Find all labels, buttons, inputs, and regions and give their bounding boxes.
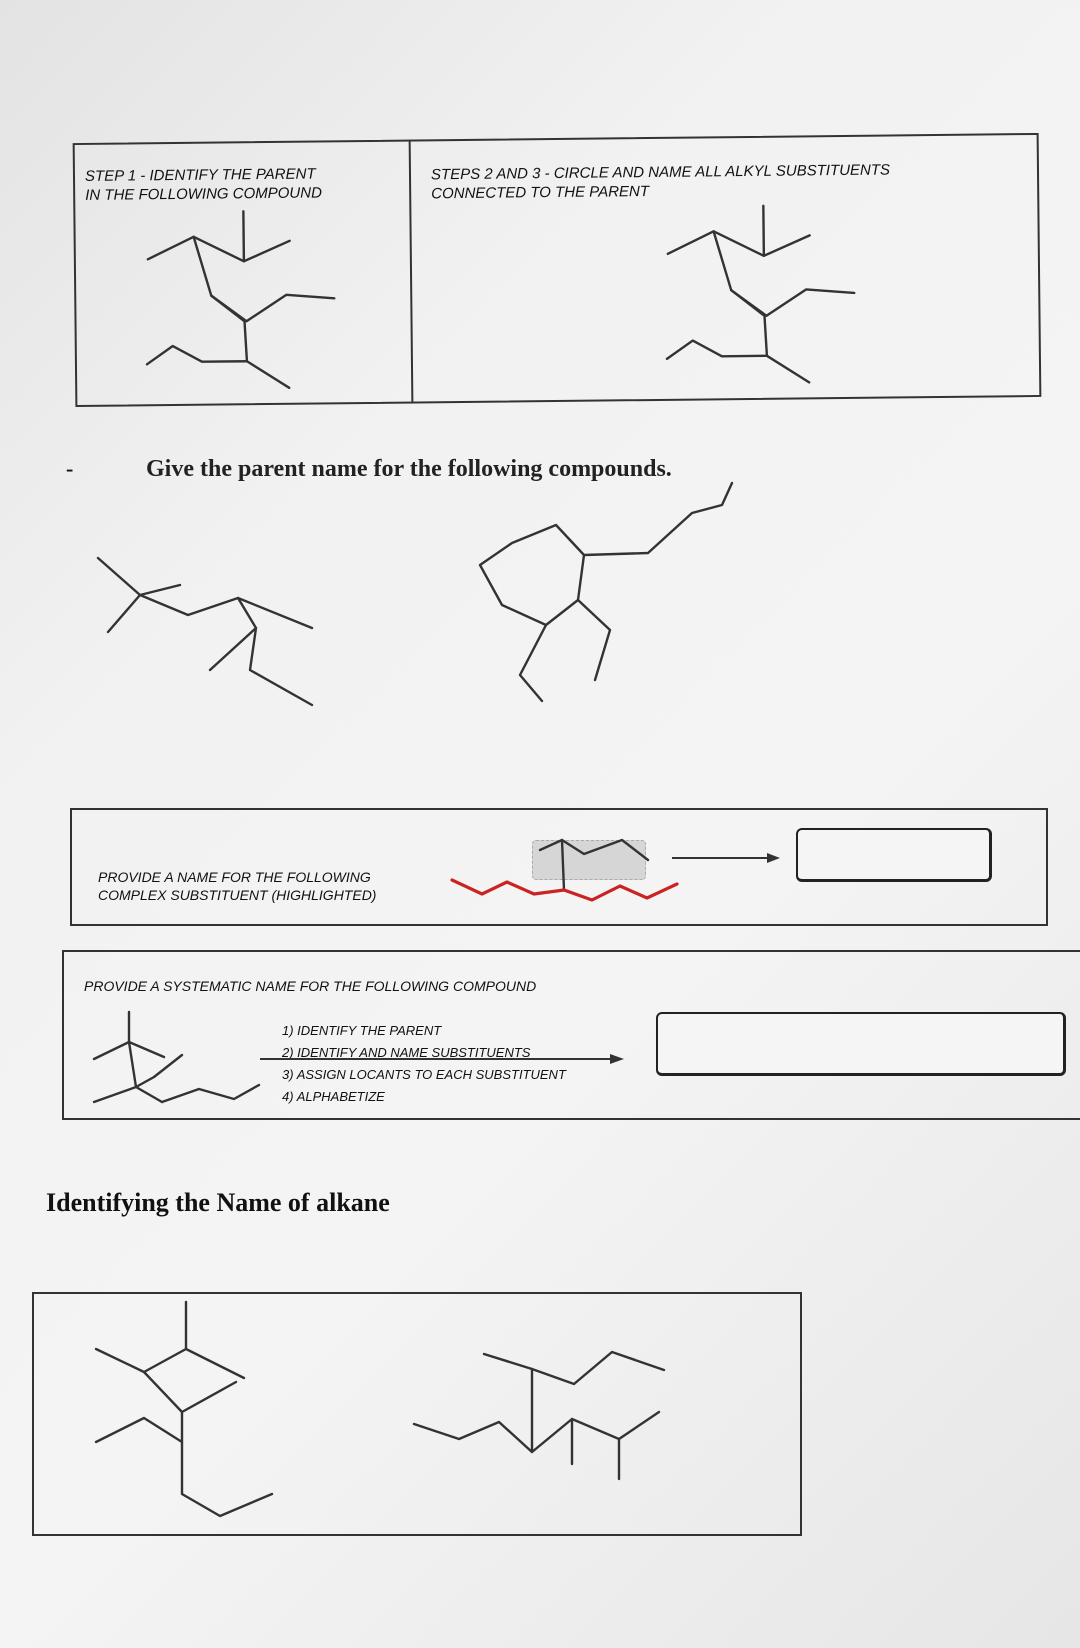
parent-prompt-text: Give the parent name for the following compounds. xyxy=(146,456,672,482)
parent-molecule-2 xyxy=(460,505,780,735)
step1-molecule xyxy=(75,201,417,405)
systematic-name-molecule xyxy=(84,1007,284,1117)
alkane-molecule-2 xyxy=(414,1314,734,1514)
step1-title: STEP 1 - IDENTIFY THE PARENT IN THE FOLLOWING COMPOUND xyxy=(84,165,322,204)
section-heading: Identifying the Name of alkane xyxy=(46,1188,390,1217)
systematic-name-box xyxy=(62,950,1080,1120)
arrow-icon xyxy=(672,848,782,868)
systematic-name-heading: PROVIDE A SYSTEMATIC NAME FOR THE FOLLOWING COMPOUND xyxy=(84,978,537,994)
parent-molecule-1 xyxy=(60,540,360,740)
step23-molecule xyxy=(595,195,997,399)
complex-substituent-box xyxy=(70,808,1048,926)
step-box xyxy=(73,133,1042,407)
prompt-dash: - xyxy=(66,456,74,481)
complex-substituent-instructions: PROVIDE A NAME FOR THE FOLLOWING COMPLEX SUBSTITUENT (HIGHLIGHTED) xyxy=(98,869,377,903)
step-item: 2) IDENTIFY AND NAME SUBSTITUENTS xyxy=(282,1045,531,1060)
arrow-icon xyxy=(260,1049,640,1069)
step23-title: STEPS 2 AND 3 - CIRCLE AND NAME ALL ALKYL SUBSTITUENTS CONNECTED TO THE PARENT xyxy=(430,161,891,203)
complex-substituent-answer-box[interactable] xyxy=(796,828,992,882)
systematic-name-answer-box[interactable] xyxy=(656,1012,1066,1076)
step-item: 4) ALPHABETIZE xyxy=(282,1089,385,1104)
step-item: 3) ASSIGN LOCANTS TO EACH SUBSTITUENT xyxy=(282,1067,566,1082)
step-item: 1) IDENTIFY THE PARENT xyxy=(282,1023,442,1038)
alkane-naming-box xyxy=(32,1292,802,1536)
alkane-molecule-1 xyxy=(74,1294,334,1524)
